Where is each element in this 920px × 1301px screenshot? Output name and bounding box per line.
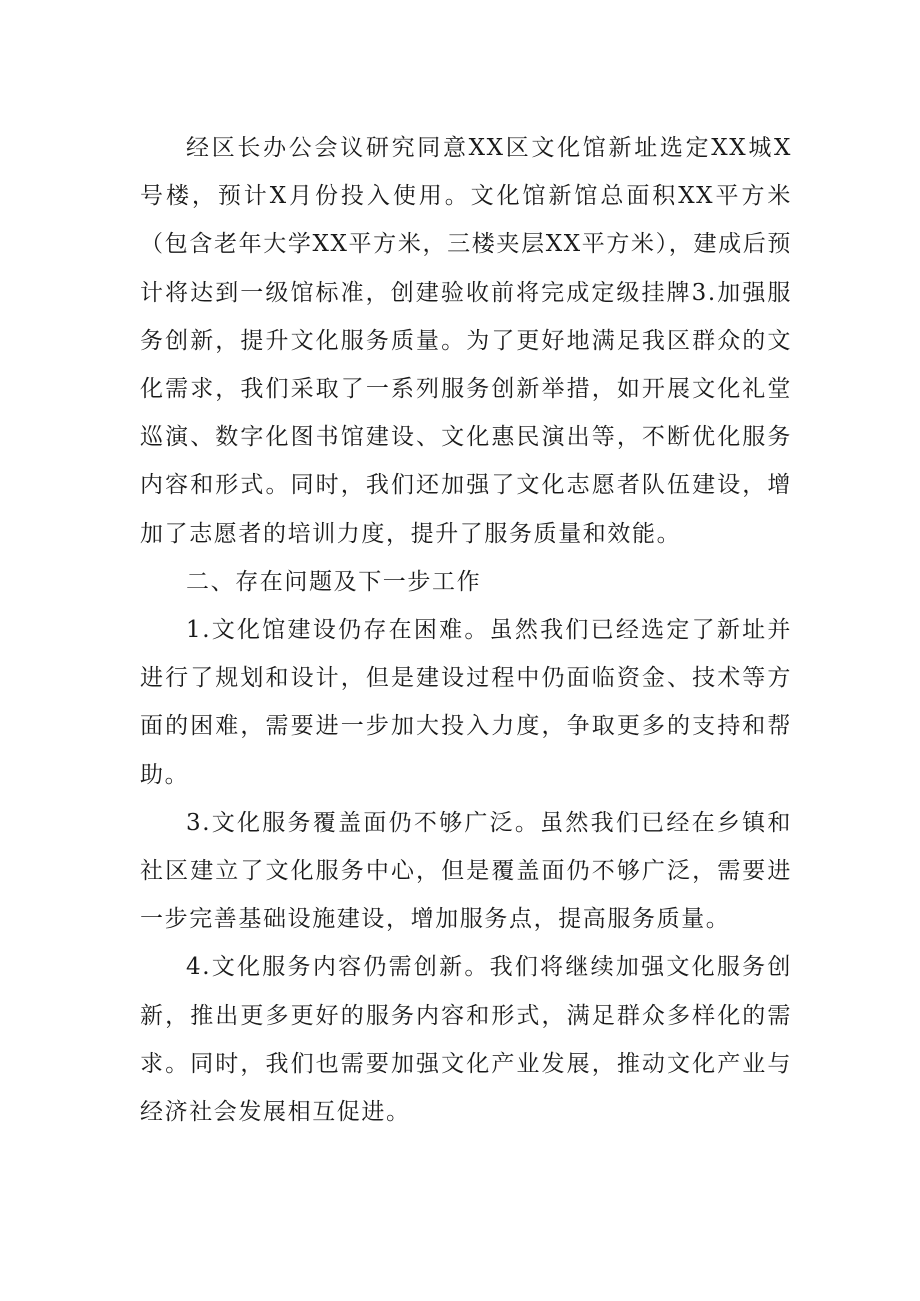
section-heading-problems-next-steps: 二、存在问题及下一步工作 xyxy=(186,568,482,595)
paragraph-cultural-center-new-site: 经区长办公会议研究同意XX区文化馆新址选定XX城X号楼，预计X月份投入使用。文化馆新馆总面积XX平方米（包含老年大学XX平方米，三楼夹层XX平方米），建成后预计将达到一级馆标准，创建验收前将完成定级挂牌3.加强服务创新，提升文化服务质量。为了更好地满足我区群众的文化需求，我们采取了一系列服务创新举措，如开展文化礼堂巡演、数字化图书馆建设、文化惠民演出等，不断优化服务内容和形式。同时，我们还加强了文化志愿者队伍建设，增加了志愿者的培训力度，提升了服务质量和效能。 xyxy=(140,135,792,547)
paragraph-item-4-content-innovation: 4.文化服务内容仍需创新。我们将继续加强文化服务创新，推出更多更好的服务内容和形式，满足群众多样化的需求。同时，我们也需要加强文化产业发展，推动文化产业与经济社会发展相互促进。 xyxy=(140,954,792,1126)
paragraph-item-3-coverage: 3.文化服务覆盖面仍不够广泛。虽然我们已经在乡镇和社区建立了文化服务中心，但是覆盖面仍不够广泛，需要进一步完善基础设施建设，增加服务点，提高服务质量。 xyxy=(140,809,792,933)
document-body xyxy=(140,124,792,1136)
paragraph-item-1-construction-difficulties: 1.文化馆建设仍存在困难。虽然我们已经选定了新址并进行了规划和设计，但是建设过程中仍面临资金、技术等方面的困难，需要进一步加大投入力度，争取更多的支持和帮助。 xyxy=(140,617,792,788)
